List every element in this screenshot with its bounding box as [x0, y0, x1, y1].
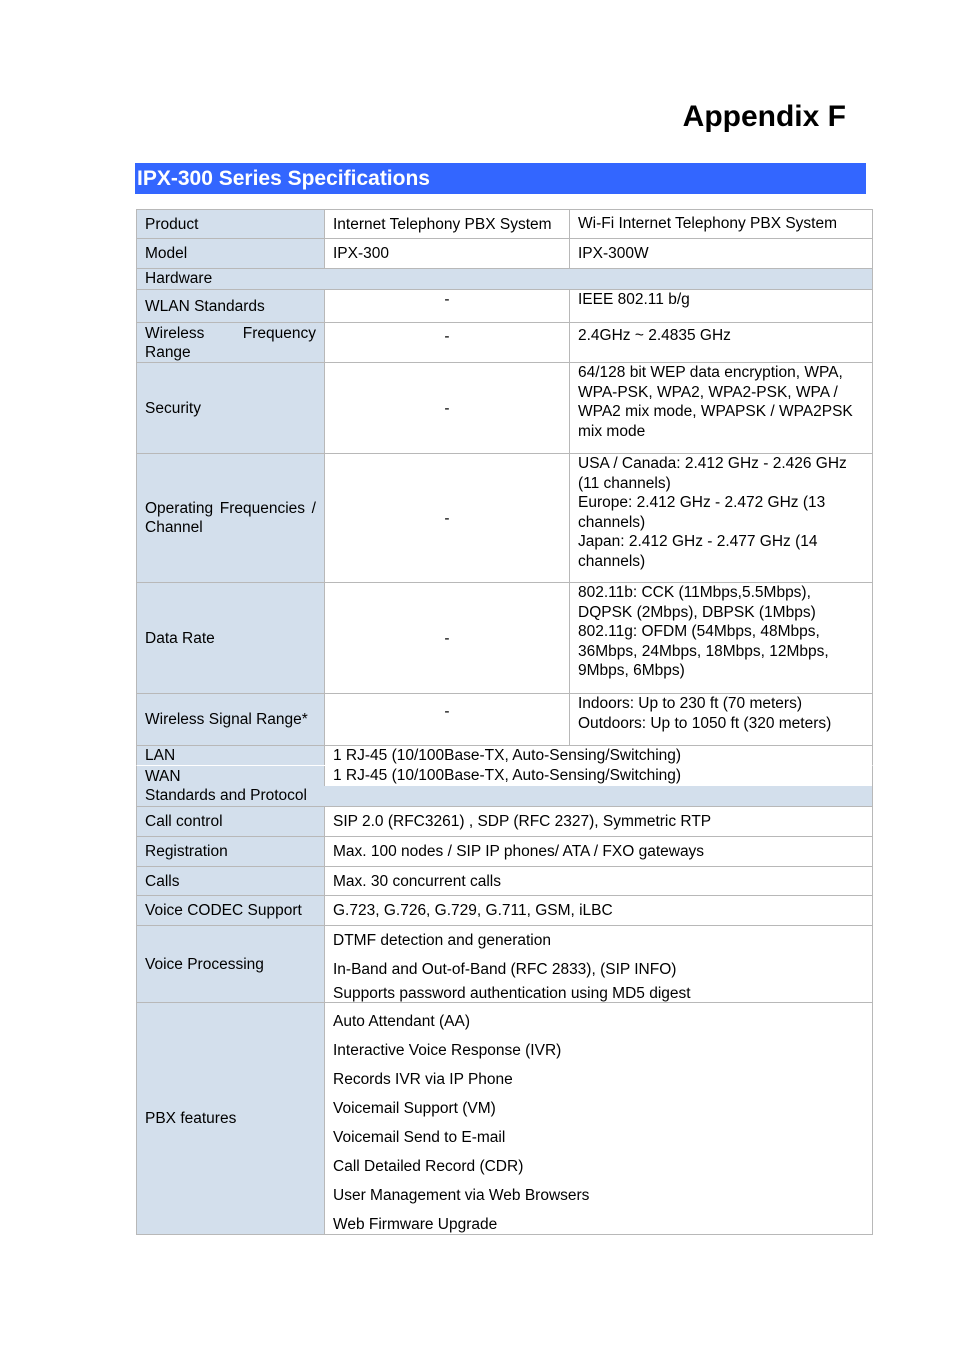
row-label: Operating Frequencies / Channel — [137, 454, 325, 582]
list-item: Supports password authentication using MD5 digest — [333, 985, 691, 1002]
row-label: Call control — [137, 807, 325, 836]
lan-value: 1 RJ-45 (10/100Base-TX, Auto-Sensing/Switching) — [333, 747, 682, 764]
row-label: WAN — [137, 766, 325, 786]
ipx300-cell: - — [325, 454, 570, 582]
table-row-registration — [136, 837, 873, 867]
specifications-table — [136, 209, 873, 1235]
row-label: PBX features — [137, 1003, 325, 1234]
cell-line: USA / Canada: 2.412 GHz - 2.426 GHz — [578, 455, 847, 472]
ipx300w-cell — [570, 583, 872, 693]
cell-line: 802.11g: OFDM (54Mbps, 48Mbps, — [578, 623, 820, 640]
table-row-lan — [136, 746, 873, 766]
cell-line: 9Mbps, 6Mbps) — [578, 662, 685, 679]
ipx300w-cell: Wi-Fi Internet Telephony PBX System — [578, 215, 838, 233]
table-row-call-control — [136, 807, 873, 837]
cell-line: DQPSK (2Mbps), DBPSK (1Mbps) — [578, 603, 816, 621]
page-title: Appendix F — [682, 100, 846, 133]
row-value: Max. 100 nodes / SIP IP phones/ ATA / FXO gateways — [333, 843, 705, 860]
ipx300-cell: - — [325, 323, 570, 362]
ipx300-cell: - — [325, 583, 570, 693]
table-row-calls — [136, 867, 873, 896]
table-row-wlan-standards — [136, 290, 873, 323]
list-item: Interactive Voice Response (IVR) — [333, 1042, 562, 1059]
row-label: Registration — [137, 837, 325, 866]
cell-line: 36Mbps, 24Mbps, 18Mbps, 12Mbps, — [578, 642, 829, 660]
row-label: Wireless Frequency Range — [137, 323, 325, 362]
ipx300w-cell — [570, 454, 872, 582]
cell-line: (11 channels) — [578, 474, 671, 492]
section-row-standards — [136, 786, 873, 807]
pbx-features-list — [325, 1003, 872, 1234]
row-label: Security — [137, 363, 325, 453]
list-item: DTMF detection and generation — [333, 932, 551, 949]
ipx300-cell: - — [325, 363, 570, 453]
ipx300w-cell: IPX-300W — [578, 244, 649, 262]
table-row-voice-codec — [136, 896, 873, 926]
list-item: Voicemail Send to E-mail — [333, 1129, 506, 1146]
row-label: Product — [137, 210, 325, 238]
section-label: Hardware — [137, 269, 872, 289]
cell-line: Europe: 2.412 GHz - 2.472 GHz (13 — [578, 494, 826, 511]
ipx300-cell: Internet Telephony PBX System — [325, 210, 570, 238]
table-row-wireless-frequency-range — [136, 323, 873, 363]
cell-line: 802.11b: CCK (11Mbps,5.5Mbps), — [578, 584, 811, 601]
section-row-hardware — [136, 269, 873, 290]
section-label: Standards and Protocol — [137, 786, 872, 806]
cell-line: mix mode — [578, 422, 646, 440]
list-item: In-Band and Out-of-Band (RFC 2833), (SIP INFO) — [333, 961, 677, 978]
cell-line: channels) — [578, 552, 646, 570]
cell-line: Japan: 2.412 GHz - 2.477 GHz (14 — [578, 533, 818, 550]
list-item: Voicemail Support (VM) — [333, 1100, 496, 1117]
table-row-voice-processing — [136, 926, 873, 1003]
table-row-security — [136, 363, 873, 454]
cell-line: channels) — [578, 513, 646, 531]
cell-line: 64/128 bit WEP data encryption, WPA, — [578, 364, 843, 381]
table-row-wan — [136, 766, 873, 786]
ipx300-cell: - — [325, 290, 570, 322]
wan-value: 1 RJ-45 (10/100Base-TX, Auto-Sensing/Switching) — [333, 767, 682, 784]
row-label: Wireless Signal Range* — [137, 694, 325, 745]
section-heading: IPX-300 Series Specifications — [135, 163, 866, 194]
ipx300w-cell — [570, 363, 872, 453]
cell-line: 2.4GHz ~ 2.4835 GHz — [578, 327, 731, 344]
row-label: LAN — [137, 746, 325, 765]
row-label: Data Rate — [137, 583, 325, 693]
row-label: WLAN Standards — [137, 290, 325, 322]
cell-line: Indoors: Up to 230 ft (70 meters) — [578, 695, 802, 712]
list-item: Call Detailed Record (CDR) — [333, 1158, 524, 1175]
row-value: SIP 2.0 (RFC3261) , SDP (RFC 2327), Symmetric RTP — [333, 813, 712, 830]
cell-line: Outdoors: Up to 1050 ft (320 meters) — [578, 714, 832, 732]
row-label: Calls — [137, 867, 325, 895]
list-item: Web Firmware Upgrade — [333, 1216, 498, 1233]
ipx300w-cell — [570, 694, 872, 745]
row-label: Voice CODEC Support — [137, 896, 325, 925]
cell-line: IEEE 802.11 b/g — [578, 291, 690, 308]
row-value: Max. 30 concurrent calls — [333, 872, 501, 890]
table-row-model — [136, 239, 873, 269]
ipx300w-cell — [570, 290, 872, 322]
voice-processing-list — [325, 926, 872, 1002]
ipx300w-cell — [570, 323, 872, 362]
table-row-product — [136, 209, 873, 239]
row-label: Model — [137, 239, 325, 268]
list-item: Auto Attendant (AA) — [333, 1013, 471, 1030]
ipx300-cell: IPX-300 — [325, 239, 570, 268]
ipx300-cell: - — [325, 694, 570, 745]
list-item: Records IVR via IP Phone — [333, 1071, 513, 1088]
table-row-wireless-signal-range — [136, 694, 873, 746]
cell-line: WPA2 mix mode, WPAPSK / WPA2PSK — [578, 403, 853, 420]
row-value: G.723, G.726, G.729, G.711, GSM, iLBC — [333, 902, 613, 919]
table-row-data-rate — [136, 583, 873, 694]
table-row-operating-frequencies — [136, 454, 873, 583]
list-item: User Management via Web Browsers — [333, 1187, 590, 1204]
table-row-pbx-features — [136, 1003, 873, 1235]
row-label: Voice Processing — [137, 926, 325, 1002]
cell-line: WPA-PSK, WPA2, WPA2-PSK, WPA / — [578, 383, 838, 401]
